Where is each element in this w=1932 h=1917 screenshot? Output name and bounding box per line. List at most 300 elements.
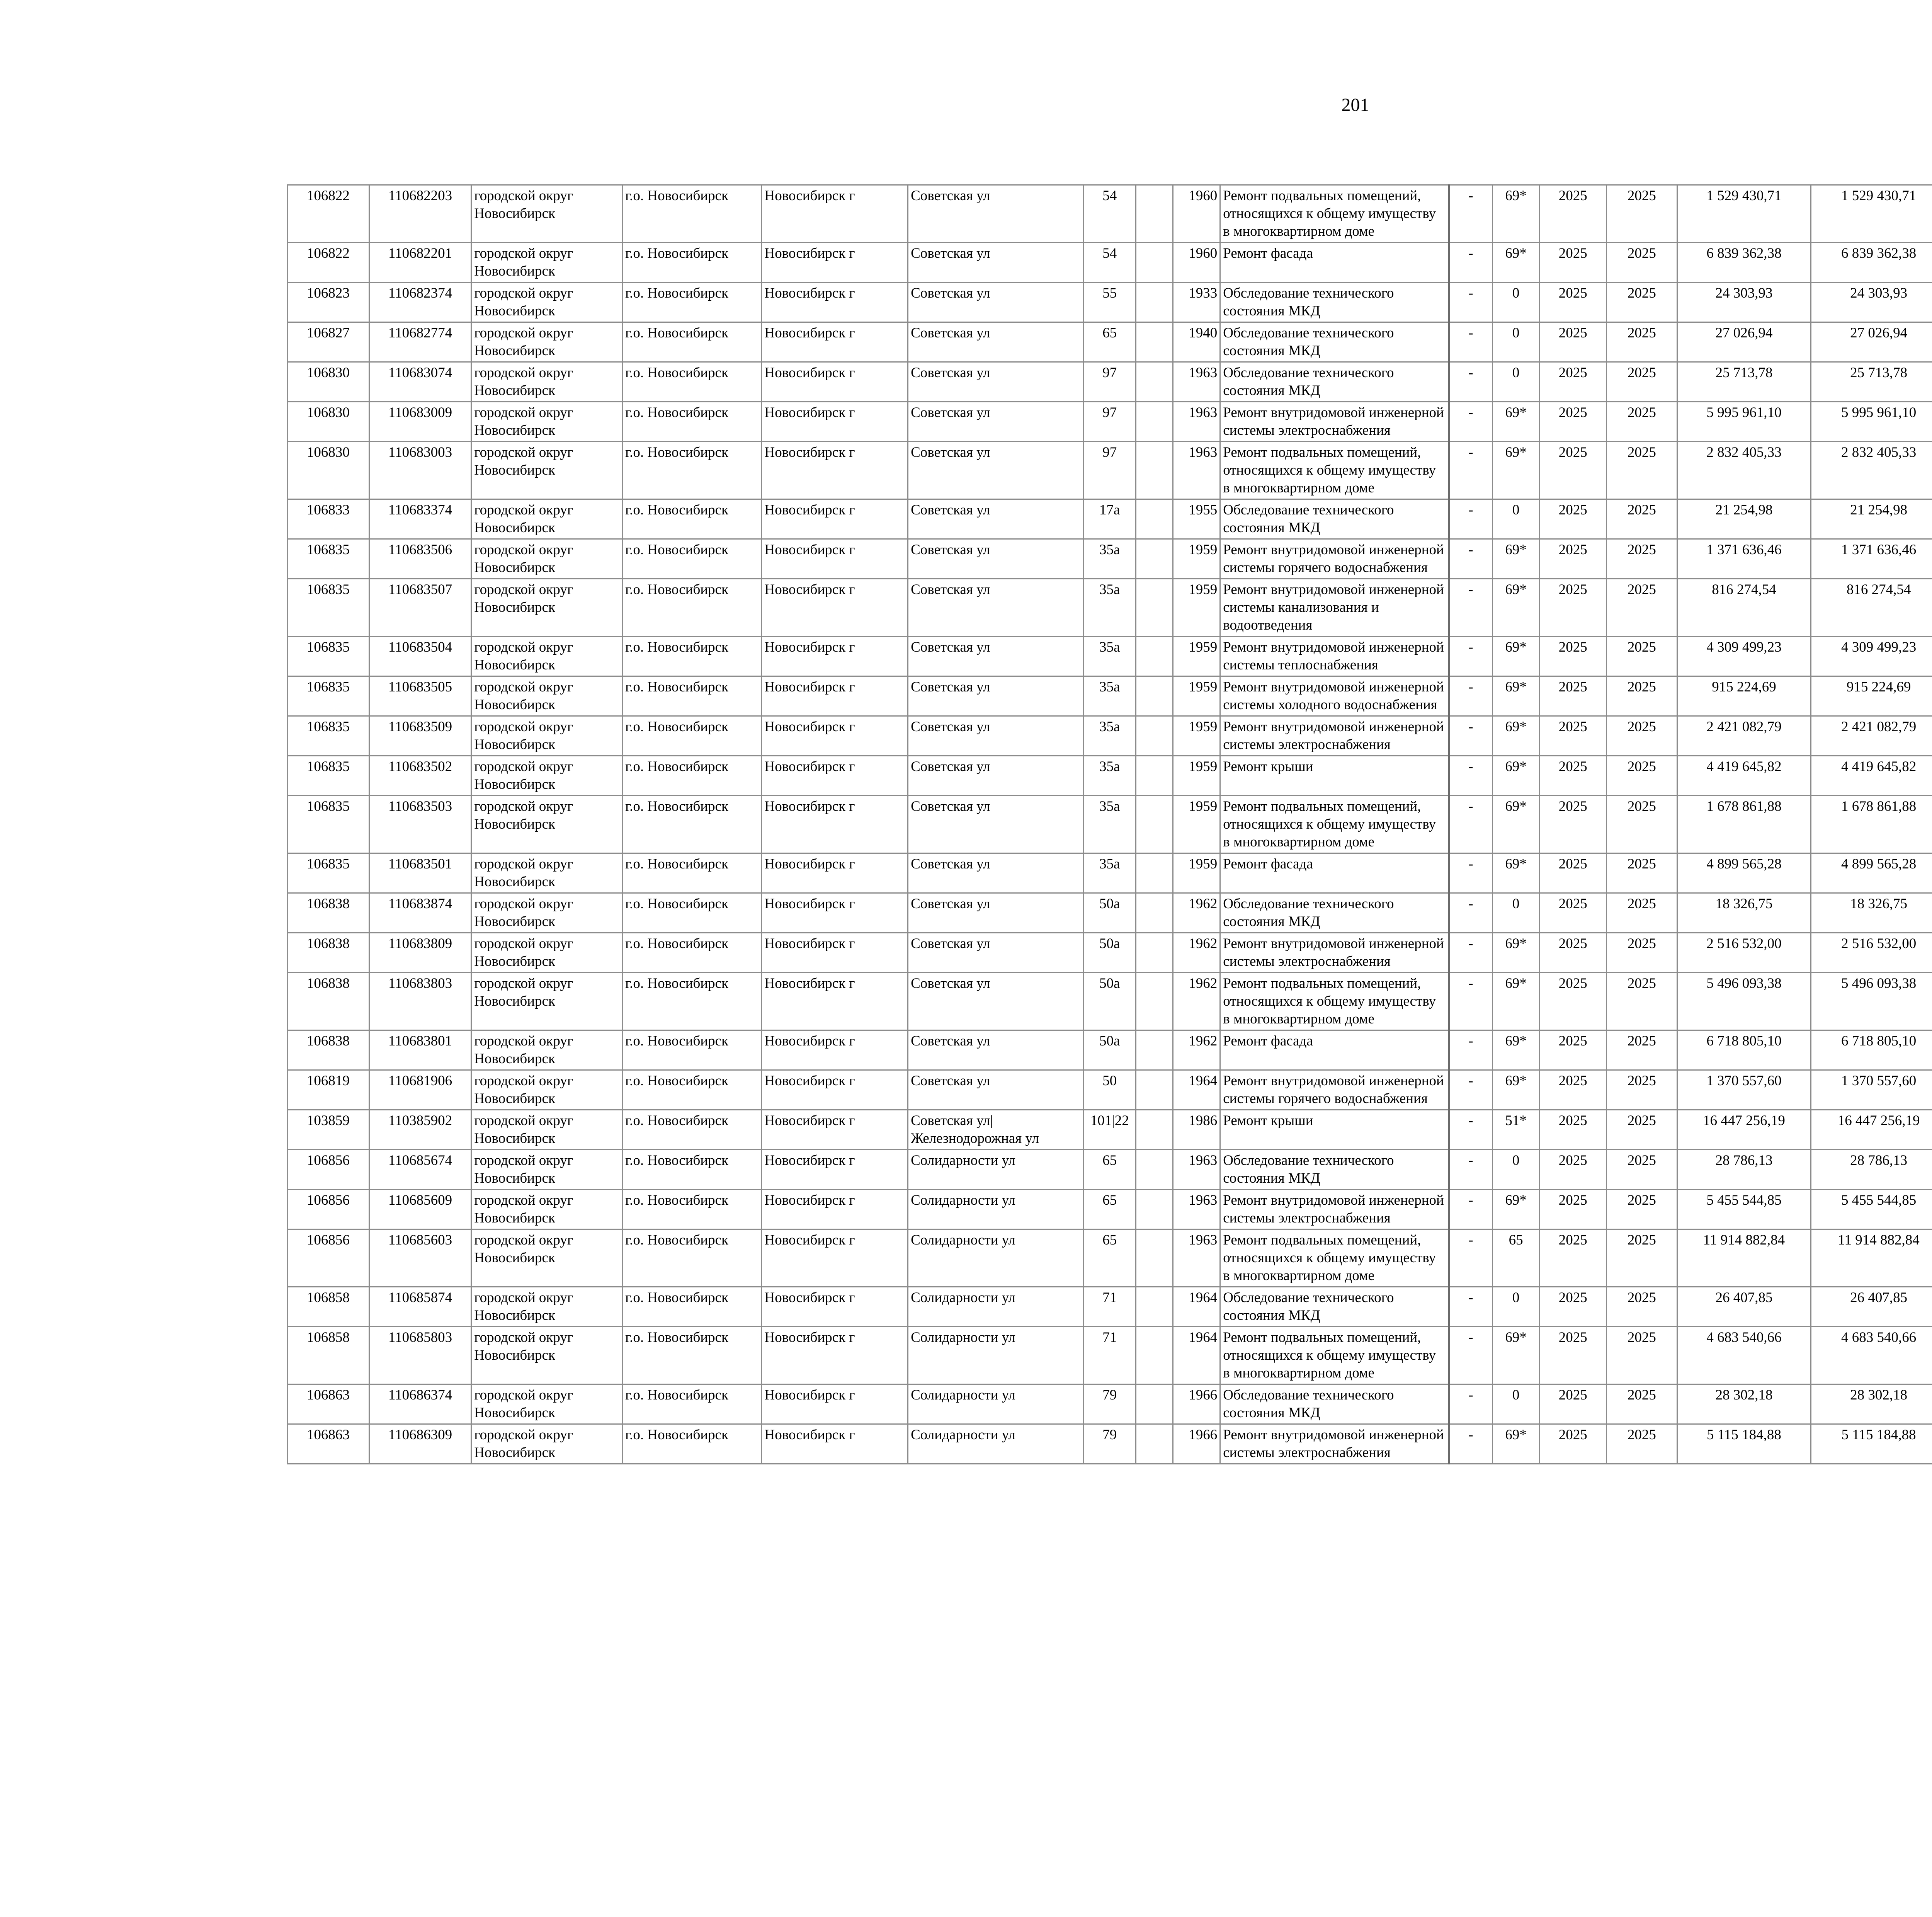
street-cell: Советская ул [908,853,1083,893]
house-number-cell: 65 [1083,322,1136,362]
work-code-cell: 110682774 [369,322,471,362]
work-code-cell: 110683507 [369,579,471,637]
record-id-cell: 106835 [287,637,369,676]
dash-cell: - [1449,1030,1492,1070]
wear-percent-cell: 69* [1492,402,1539,442]
municipality-cell: г.о. Новосибирск [622,933,762,973]
settlement-cell: Новосибирск г [762,1287,908,1327]
plan-year-start-cell: 2025 [1539,676,1606,716]
build-year-cell: 1933 [1173,283,1220,322]
street-cell: Советская ул [908,893,1083,933]
building-cell [1136,243,1173,283]
street-cell: Солидарности ул [908,1150,1083,1190]
plan-year-end-cell: 2025 [1606,933,1677,973]
work-code-cell: 110683374 [369,499,471,539]
record-id-cell: 106856 [287,1150,369,1190]
dash-cell: - [1449,1070,1492,1110]
plan-year-start-cell: 2025 [1539,243,1606,283]
wear-percent-cell: 69* [1492,539,1539,579]
wear-percent-cell: 69* [1492,579,1539,637]
table-row [287,637,1932,676]
work-type-cell: Ремонт подвальных помещений, относящихся к общему имуществу в многоквартирном доме [1220,1327,1449,1384]
plan-year-end-cell: 2025 [1606,973,1677,1030]
table-row [287,853,1932,893]
record-id-cell: 106827 [287,322,369,362]
building-cell [1136,637,1173,676]
plan-year-end-cell: 2025 [1606,1150,1677,1190]
municipality-cell: г.о. Новосибирск [622,1424,762,1464]
dash-cell: - [1449,442,1492,499]
wear-percent-cell: 69* [1492,1424,1539,1464]
work-type-cell: Ремонт фасада [1220,243,1449,283]
work-type-cell: Ремонт внутридомовой инженерной системы электроснабжения [1220,716,1449,756]
work-code-cell: 110685674 [369,1150,471,1190]
municipality-cell: г.о. Новосибирск [622,362,762,402]
record-id-cell: 106858 [287,1327,369,1384]
wear-percent-cell: 69* [1492,442,1539,499]
plan-year-end-cell: 2025 [1606,1424,1677,1464]
municipality-cell: г.о. Новосибирск [622,185,762,243]
cost-cell: 6 839 362,38 [1677,243,1811,283]
plan-year-start-cell: 2025 [1539,1229,1606,1287]
work-type-cell: Обследование технического состояния МКД [1220,283,1449,322]
municipality-cell: г.о. Новосибирск [622,716,762,756]
cost-cell: 26 407,85 [1677,1287,1811,1327]
plan-year-end-cell: 2025 [1606,1384,1677,1424]
wear-percent-cell: 69* [1492,853,1539,893]
total-cost-cell: 1 371 636,46 [1811,539,1932,579]
work-type-cell: Ремонт подвальных помещений, относящихся к общему имуществу в многоквартирном доме [1220,1229,1449,1287]
house-number-cell: 54 [1083,185,1136,243]
settlement-cell: Новосибирск г [762,1150,908,1190]
work-type-cell: Ремонт внутридомовой инженерной системы теплоснабжения [1220,637,1449,676]
work-code-cell: 110685803 [369,1327,471,1384]
build-year-cell: 1940 [1173,322,1220,362]
street-cell: Советская ул [908,283,1083,322]
table-row [287,676,1932,716]
record-id-cell: 106838 [287,973,369,1030]
record-id-cell: 106830 [287,442,369,499]
work-code-cell: 110683505 [369,676,471,716]
record-id-cell: 106838 [287,1030,369,1070]
wear-percent-cell: 0 [1492,362,1539,402]
house-number-cell: 79 [1083,1424,1136,1464]
building-cell [1136,362,1173,402]
total-cost-cell: 5 115 184,88 [1811,1424,1932,1464]
building-cell [1136,579,1173,637]
street-cell: Советская ул [908,322,1083,362]
plan-year-start-cell: 2025 [1539,1424,1606,1464]
district-cell: городской округ Новосибирск [471,1424,622,1464]
district-cell: городской округ Новосибирск [471,1030,622,1070]
municipality-cell: г.о. Новосибирск [622,637,762,676]
settlement-cell: Новосибирск г [762,1327,908,1384]
plan-year-start-cell: 2025 [1539,973,1606,1030]
building-cell [1136,1070,1173,1110]
record-id-cell: 106858 [287,1287,369,1327]
table-row [287,539,1932,579]
building-cell [1136,1327,1173,1384]
plan-year-end-cell: 2025 [1606,893,1677,933]
total-cost-cell: 4 899 565,28 [1811,853,1932,893]
plan-year-start-cell: 2025 [1539,1190,1606,1229]
build-year-cell: 1962 [1173,933,1220,973]
wear-percent-cell: 0 [1492,893,1539,933]
cost-cell: 2 832 405,33 [1677,442,1811,499]
work-type-cell: Обследование технического состояния МКД [1220,1384,1449,1424]
house-number-cell: 35а [1083,716,1136,756]
street-cell: Советская ул [908,716,1083,756]
table-row [287,499,1932,539]
record-id-cell: 106835 [287,539,369,579]
municipality-cell: г.о. Новосибирск [622,1070,762,1110]
settlement-cell: Новосибирск г [762,362,908,402]
table-row [287,1030,1932,1070]
total-cost-cell: 24 303,93 [1811,283,1932,322]
wear-percent-cell: 0 [1492,1150,1539,1190]
settlement-cell: Новосибирск г [762,539,908,579]
street-cell: Солидарности ул [908,1229,1083,1287]
record-id-cell: 106856 [287,1229,369,1287]
district-cell: городской округ Новосибирск [471,756,622,796]
work-type-cell: Ремонт внутридомовой инженерной системы канализования и водоотведения [1220,579,1449,637]
dash-cell: - [1449,362,1492,402]
building-cell [1136,973,1173,1030]
house-number-cell: 71 [1083,1327,1136,1384]
cost-cell: 2 421 082,79 [1677,716,1811,756]
plan-year-end-cell: 2025 [1606,1229,1677,1287]
build-year-cell: 1959 [1173,579,1220,637]
street-cell: Советская ул [908,185,1083,243]
municipality-cell: г.о. Новосибирск [622,853,762,893]
record-id-cell: 106833 [287,499,369,539]
plan-year-start-cell: 2025 [1539,1030,1606,1070]
build-year-cell: 1959 [1173,796,1220,853]
cost-cell: 1 529 430,71 [1677,185,1811,243]
settlement-cell: Новосибирск г [762,579,908,637]
settlement-cell: Новосибирск г [762,1030,908,1070]
street-cell: Солидарности ул [908,1424,1083,1464]
table-row [287,1287,1932,1327]
plan-year-start-cell: 2025 [1539,1070,1606,1110]
district-cell: городской округ Новосибирск [471,637,622,676]
municipality-cell: г.о. Новосибирск [622,579,762,637]
total-cost-cell: 26 407,85 [1811,1287,1932,1327]
cost-cell: 21 254,98 [1677,499,1811,539]
street-cell: Солидарности ул [908,1190,1083,1229]
municipality-cell: г.о. Новосибирск [622,1110,762,1150]
street-cell: Советская ул [908,442,1083,499]
municipality-cell: г.о. Новосибирск [622,1327,762,1384]
total-cost-cell: 21 254,98 [1811,499,1932,539]
street-cell: Советская ул [908,796,1083,853]
wear-percent-cell: 69* [1492,185,1539,243]
work-type-cell: Ремонт внутридомовой инженерной системы электроснабжения [1220,402,1449,442]
district-cell: городской округ Новосибирск [471,1229,622,1287]
plan-year-end-cell: 2025 [1606,243,1677,283]
work-type-cell: Обследование технического состояния МКД [1220,499,1449,539]
building-cell [1136,322,1173,362]
house-number-cell: 35а [1083,796,1136,853]
build-year-cell: 1959 [1173,756,1220,796]
district-cell: городской округ Новосибирск [471,973,622,1030]
street-cell: Советская ул [908,499,1083,539]
total-cost-cell: 915 224,69 [1811,676,1932,716]
work-code-cell: 110685609 [369,1190,471,1229]
plan-year-end-cell: 2025 [1606,185,1677,243]
municipality-cell: г.о. Новосибирск [622,756,762,796]
municipality-cell: г.о. Новосибирск [622,499,762,539]
settlement-cell: Новосибирск г [762,853,908,893]
record-id-cell: 106838 [287,933,369,973]
work-code-cell: 110683506 [369,539,471,579]
plan-year-start-cell: 2025 [1539,637,1606,676]
work-type-cell: Ремонт крыши [1220,756,1449,796]
wear-percent-cell: 69* [1492,1327,1539,1384]
cost-cell: 6 718 805,10 [1677,1030,1811,1070]
plan-year-start-cell: 2025 [1539,499,1606,539]
plan-year-start-cell: 2025 [1539,1287,1606,1327]
district-cell: городской округ Новосибирск [471,1070,622,1110]
build-year-cell: 1964 [1173,1287,1220,1327]
building-cell [1136,853,1173,893]
wear-percent-cell: 69* [1492,243,1539,283]
street-cell: Советская ул [908,243,1083,283]
total-cost-cell: 5 455 544,85 [1811,1190,1932,1229]
district-cell: городской округ Новосибирск [471,1384,622,1424]
wear-percent-cell: 0 [1492,1384,1539,1424]
record-id-cell: 106856 [287,1190,369,1229]
plan-year-end-cell: 2025 [1606,499,1677,539]
plan-year-end-cell: 2025 [1606,442,1677,499]
build-year-cell: 1959 [1173,676,1220,716]
work-code-cell: 110683509 [369,716,471,756]
cost-cell: 4 309 499,23 [1677,637,1811,676]
work-code-cell: 110683803 [369,973,471,1030]
street-cell: Советская ул [908,1030,1083,1070]
work-code-cell: 110683809 [369,933,471,973]
municipality-cell: г.о. Новосибирск [622,322,762,362]
district-cell: городской округ Новосибирск [471,1150,622,1190]
settlement-cell: Новосибирск г [762,402,908,442]
dash-cell: - [1449,1150,1492,1190]
work-code-cell: 110685603 [369,1229,471,1287]
wear-percent-cell: 69* [1492,1030,1539,1070]
table-row [287,1327,1932,1384]
work-type-cell: Обследование технического состояния МКД [1220,893,1449,933]
table-row [287,243,1932,283]
building-cell [1136,1030,1173,1070]
work-type-cell: Ремонт внутридомовой инженерной системы холодного водоснабжения [1220,676,1449,716]
district-cell: городской округ Новосибирск [471,283,622,322]
record-id-cell: 106863 [287,1424,369,1464]
total-cost-cell: 1 370 557,60 [1811,1070,1932,1110]
house-number-cell: 50а [1083,893,1136,933]
wear-percent-cell: 0 [1492,499,1539,539]
build-year-cell: 1963 [1173,1190,1220,1229]
build-year-cell: 1963 [1173,1150,1220,1190]
district-cell: городской округ Новосибирск [471,499,622,539]
settlement-cell: Новосибирск г [762,442,908,499]
building-cell [1136,1424,1173,1464]
house-number-cell: 35а [1083,756,1136,796]
house-number-cell: 50а [1083,1030,1136,1070]
total-cost-cell: 5 995 961,10 [1811,402,1932,442]
table-row [287,796,1932,853]
building-cell [1136,402,1173,442]
work-code-cell: 110385902 [369,1110,471,1150]
work-type-cell: Ремонт фасада [1220,1030,1449,1070]
house-number-cell: 97 [1083,362,1136,402]
record-id-cell: 106835 [287,756,369,796]
cost-cell: 1 370 557,60 [1677,1070,1811,1110]
table-row [287,442,1932,499]
plan-year-end-cell: 2025 [1606,283,1677,322]
dash-cell: - [1449,1229,1492,1287]
table-row [287,756,1932,796]
plan-year-start-cell: 2025 [1539,579,1606,637]
plan-year-end-cell: 2025 [1606,579,1677,637]
house-number-cell: 79 [1083,1384,1136,1424]
record-id-cell: 103859 [287,1110,369,1150]
work-code-cell: 110686309 [369,1424,471,1464]
municipality-cell: г.о. Новосибирск [622,283,762,322]
plan-year-start-cell: 2025 [1539,756,1606,796]
house-number-cell: 54 [1083,243,1136,283]
wear-percent-cell: 69* [1492,973,1539,1030]
house-number-cell: 65 [1083,1150,1136,1190]
district-cell: городской округ Новосибирск [471,1190,622,1229]
work-code-cell: 110683504 [369,637,471,676]
record-id-cell: 106835 [287,853,369,893]
cost-cell: 16 447 256,19 [1677,1110,1811,1150]
settlement-cell: Новосибирск г [762,1229,908,1287]
dash-cell: - [1449,402,1492,442]
total-cost-cell: 4 419 645,82 [1811,756,1932,796]
total-cost-cell: 2 421 082,79 [1811,716,1932,756]
work-type-cell: Ремонт внутридомовой инженерной системы электроснабжения [1220,1424,1449,1464]
cost-cell: 816 274,54 [1677,579,1811,637]
dash-cell: - [1449,1287,1492,1327]
plan-year-start-cell: 2025 [1539,185,1606,243]
plan-year-start-cell: 2025 [1539,442,1606,499]
table-row [287,1110,1932,1150]
settlement-cell: Новосибирск г [762,933,908,973]
cost-cell: 5 995 961,10 [1677,402,1811,442]
table-row [287,1150,1932,1190]
plan-year-end-cell: 2025 [1606,1110,1677,1150]
cost-cell: 4 683 540,66 [1677,1327,1811,1384]
record-id-cell: 106835 [287,579,369,637]
work-code-cell: 110681906 [369,1070,471,1110]
build-year-cell: 1963 [1173,442,1220,499]
municipality-cell: г.о. Новосибирск [622,1030,762,1070]
cost-cell: 28 302,18 [1677,1384,1811,1424]
table-row [287,1229,1932,1287]
plan-year-start-cell: 2025 [1539,1327,1606,1384]
table-row [287,362,1932,402]
table-row [287,933,1932,973]
district-cell: городской округ Новосибирск [471,853,622,893]
work-code-cell: 110683874 [369,893,471,933]
house-number-cell: 55 [1083,283,1136,322]
work-code-cell: 110682201 [369,243,471,283]
dash-cell: - [1449,499,1492,539]
record-id-cell: 106823 [287,283,369,322]
plan-year-start-cell: 2025 [1539,1110,1606,1150]
street-cell: Советская ул [908,973,1083,1030]
total-cost-cell: 4 309 499,23 [1811,637,1932,676]
district-cell: городской округ Новосибирск [471,322,622,362]
total-cost-cell: 28 786,13 [1811,1150,1932,1190]
page-number: 201 [1341,95,1369,115]
total-cost-cell: 28 302,18 [1811,1384,1932,1424]
settlement-cell: Новосибирск г [762,796,908,853]
plan-year-end-cell: 2025 [1606,362,1677,402]
work-type-cell: Ремонт подвальных помещений, относящихся к общему имуществу в многоквартирном доме [1220,442,1449,499]
settlement-cell: Новосибирск г [762,676,908,716]
table-row [287,1070,1932,1110]
district-cell: городской округ Новосибирск [471,402,622,442]
plan-year-end-cell: 2025 [1606,322,1677,362]
building-cell [1136,185,1173,243]
settlement-cell: Новосибирск г [762,283,908,322]
dash-cell: - [1449,283,1492,322]
district-cell: городской округ Новосибирск [471,1327,622,1384]
settlement-cell: Новосибирск г [762,322,908,362]
build-year-cell: 1959 [1173,539,1220,579]
building-cell [1136,283,1173,322]
building-cell [1136,1110,1173,1150]
build-year-cell: 1966 [1173,1384,1220,1424]
dash-cell: - [1449,796,1492,853]
municipality-cell: г.о. Новосибирск [622,442,762,499]
building-cell [1136,442,1173,499]
work-code-cell: 110683502 [369,756,471,796]
table-row [287,283,1932,322]
municipality-cell: г.о. Новосибирск [622,1229,762,1287]
cost-cell: 27 026,94 [1677,322,1811,362]
plan-year-end-cell: 2025 [1606,1070,1677,1110]
build-year-cell: 1962 [1173,1030,1220,1070]
wear-percent-cell: 0 [1492,1287,1539,1327]
table-row [287,1424,1932,1464]
building-cell [1136,1287,1173,1327]
plan-year-end-cell: 2025 [1606,1327,1677,1384]
plan-year-start-cell: 2025 [1539,796,1606,853]
municipality-cell: г.о. Новосибирск [622,539,762,579]
total-cost-cell: 18 326,75 [1811,893,1932,933]
record-id-cell: 106822 [287,185,369,243]
settlement-cell: Новосибирск г [762,1190,908,1229]
wear-percent-cell: 69* [1492,676,1539,716]
plan-year-end-cell: 2025 [1606,756,1677,796]
dash-cell: - [1449,1190,1492,1229]
work-type-cell: Ремонт фасада [1220,853,1449,893]
building-cell [1136,893,1173,933]
building-cell [1136,1190,1173,1229]
total-cost-cell: 2 516 532,00 [1811,933,1932,973]
record-id-cell: 106838 [287,893,369,933]
house-number-cell: 35а [1083,853,1136,893]
settlement-cell: Новосибирск г [762,185,908,243]
work-code-cell: 110683501 [369,853,471,893]
build-year-cell: 1955 [1173,499,1220,539]
plan-year-start-cell: 2025 [1539,853,1606,893]
district-cell: городской округ Новосибирск [471,796,622,853]
work-type-cell: Ремонт подвальных помещений, относящихся к общему имуществу в многоквартирном доме [1220,796,1449,853]
record-id-cell: 106830 [287,362,369,402]
